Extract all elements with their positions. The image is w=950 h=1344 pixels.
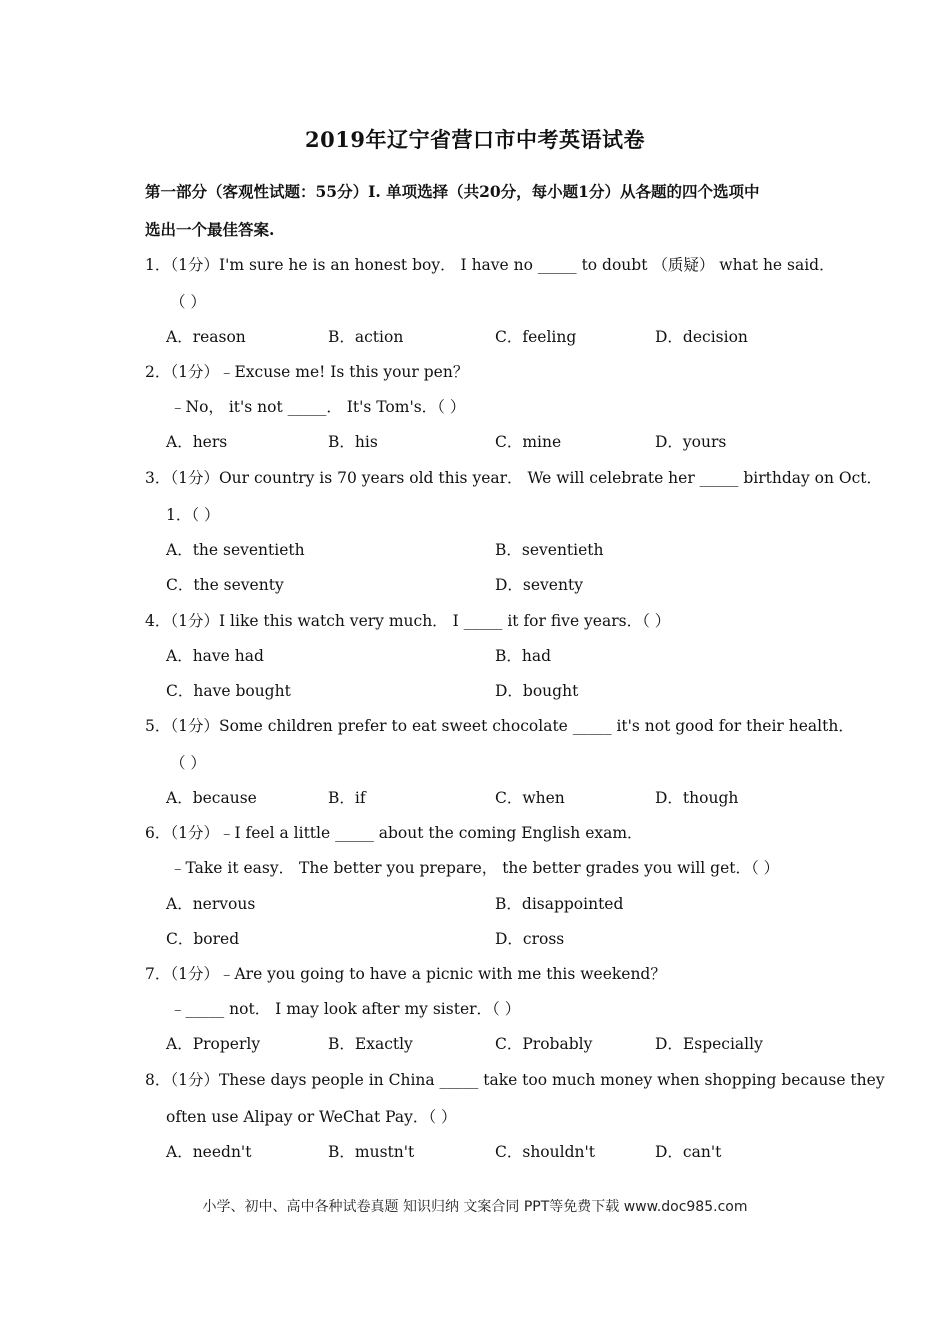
question-6-option-a[interactable]: A．nervous — [166, 895, 256, 913]
footer-promo: 小学、初中、高中各种试卷真题 知识归纳 文案合同 PPT等免费下载 www.doc985.com — [202, 1199, 748, 1215]
section-instruction-line1: 第一部分（客观性试题：55分）I. 单项选择（共20分，每小题1分）从各题的四个选项中 — [145, 182, 760, 201]
question-3-continuation: 1．（ ） — [166, 506, 220, 524]
question-5-option-a[interactable]: A．because — [166, 789, 257, 807]
question-8-text: 8．（1分）These days people in China _____ take too much money when shopping because they — [145, 1071, 885, 1089]
question-8-option-b[interactable]: B．mustn't — [328, 1143, 415, 1161]
question-6-option-b[interactable]: B．disappointed — [495, 895, 624, 913]
question-3-option-c[interactable]: C．the seventy — [166, 576, 284, 594]
question-5-option-d[interactable]: D．though — [655, 789, 739, 807]
question-6-option-c[interactable]: C．bored — [166, 930, 240, 948]
question-2-text: 2．（1分）﹣Excuse me! Is this your pen？ — [145, 363, 469, 381]
question-5-blank: （ ） — [170, 754, 206, 772]
question-7-option-b[interactable]: B．Exactly — [328, 1035, 413, 1053]
question-8-option-a[interactable]: A．needn't — [166, 1143, 252, 1161]
question-8-option-c[interactable]: C．shouldn't — [495, 1143, 595, 1161]
question-7-option-c[interactable]: C．Probably — [495, 1035, 593, 1053]
question-7-option-d[interactable]: D．Especially — [655, 1035, 763, 1053]
question-4-option-b[interactable]: B．had — [495, 647, 552, 665]
question-5-option-b[interactable]: B．if — [328, 789, 366, 807]
question-1-blank: （ ） — [170, 293, 206, 311]
question-7-reply: ﹣_____ not． I may look after my sister．（ ） — [170, 1000, 521, 1018]
question-1-option-a[interactable]: A．reason — [166, 328, 246, 346]
question-5-text: 5．（1分）Some children prefer to eat sweet chocolate _____ it's not good for their health． — [145, 717, 854, 735]
question-4-option-c[interactable]: C．have bought — [166, 682, 291, 700]
question-5-option-c[interactable]: C．when — [495, 789, 565, 807]
section-instruction-line2: 选出一个最佳答案. — [145, 220, 275, 239]
question-7-text: 7．（1分）﹣Are you going to have a picnic with me this weekend？ — [145, 965, 666, 983]
question-1-option-d[interactable]: D．decision — [655, 328, 748, 346]
question-1-option-b[interactable]: B．action — [328, 328, 404, 346]
question-4-option-a[interactable]: A．have had — [166, 647, 264, 665]
page-title: 2019年辽宁省营口市中考英语试卷 — [305, 127, 645, 152]
question-2-reply: ﹣No， it's not _____． It's Tom's．（ ） — [170, 398, 466, 416]
question-2-option-b[interactable]: B．his — [328, 433, 378, 451]
question-8-option-d[interactable]: D．can't — [655, 1143, 722, 1161]
question-6-option-d[interactable]: D．cross — [495, 930, 565, 948]
question-2-option-c[interactable]: C．mine — [495, 433, 562, 451]
question-3-option-a[interactable]: A．the seventieth — [166, 541, 305, 559]
question-7-option-a[interactable]: A．Properly — [166, 1035, 261, 1053]
question-8-continuation: often use Alipay or WeChat Pay．（ ） — [166, 1108, 457, 1126]
question-6-text: 6．（1分）﹣I feel a little _____ about the coming English exam． — [145, 824, 643, 842]
question-1-option-c[interactable]: C．feeling — [495, 328, 577, 346]
question-3-option-b[interactable]: B．seventieth — [495, 541, 604, 559]
question-6-reply: ﹣Take it easy． The better you prepare， the better grades you will get．（ ） — [170, 859, 780, 877]
question-4-option-d[interactable]: D．bought — [495, 682, 579, 700]
question-3-text: 3．（1分）Our country is 70 years old this year． We will celebrate her _____ birthday on Oct． — [145, 469, 883, 487]
question-3-option-d[interactable]: D．seventy — [495, 576, 583, 594]
question-4-text: 4．（1分）I like this watch very much． I _____ it for five years．（ ） — [145, 612, 671, 630]
question-2-option-a[interactable]: A．hers — [166, 433, 228, 451]
question-2-option-d[interactable]: D．yours — [655, 433, 727, 451]
question-1-text: 1．（1分）I'm sure he is an honest boy． I have no _____ to doubt （质疑） what he said． — [145, 256, 835, 274]
